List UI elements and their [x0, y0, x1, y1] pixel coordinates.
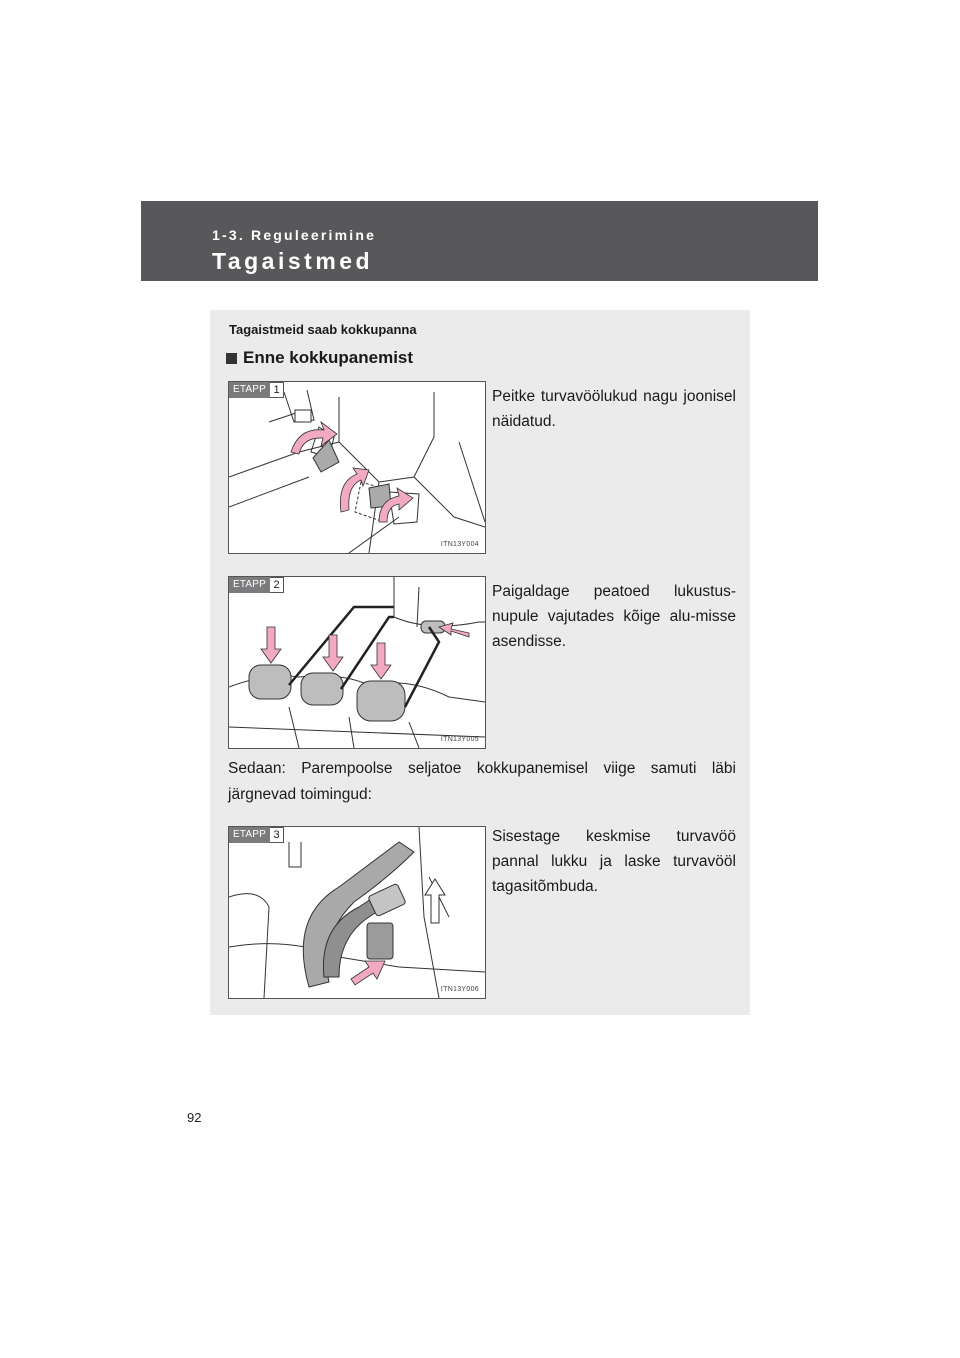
- figure-code: ITN13Y005: [440, 736, 479, 743]
- content-panel: [210, 310, 750, 1015]
- figure-code: ITN13Y006: [440, 986, 479, 993]
- subheading-text: Enne kokkupanemist: [243, 348, 414, 367]
- figure-step-2: [228, 576, 486, 749]
- section-label: 1-3. Reguleerimine: [212, 227, 377, 243]
- figure-step-1: [228, 381, 486, 554]
- step-badge-number: 2: [270, 577, 284, 593]
- center-belt-illustration: [229, 827, 485, 998]
- page-number: 92: [187, 1110, 202, 1125]
- step-badge-label: ETAPP: [229, 382, 270, 398]
- step-badge-number: 1: [270, 382, 284, 398]
- intro-text: Tagaistmeid saab kokkupanna: [229, 322, 417, 337]
- figure-code: ITN13Y004: [440, 541, 479, 548]
- step-badge: [229, 827, 284, 843]
- step-badge: [229, 382, 284, 398]
- header-band: [141, 201, 818, 281]
- figure-step-3: [228, 826, 486, 999]
- subheading: [226, 348, 413, 368]
- step-badge: [229, 577, 284, 593]
- step-1-text: Peitke turvavöölukud nagu joonisel näidatud.: [492, 388, 736, 430]
- step-badge-label: ETAPP: [229, 827, 270, 843]
- headrest-illustration: [229, 577, 485, 748]
- seatbelt-buckle-illustration: [229, 382, 485, 553]
- step-3-text: Sisestage keskmise turvavöö pannal lukku ja laske turvavööl tagasitõmbuda.: [492, 828, 736, 895]
- step-badge-label: ETAPP: [229, 577, 270, 593]
- square-bullet-icon: [226, 353, 237, 364]
- sedan-note: Sedaan: Parempoolse seljatoe kokkupanemisel viige samuti läbi järgnevad toimingud:: [228, 760, 736, 803]
- page-title: Tagaistmed: [212, 248, 374, 274]
- step-badge-number: 3: [270, 827, 284, 843]
- step-2-text: Paigaldage peatoed lukustus-nupule vajutades kõige alu-misse asendisse.: [492, 583, 736, 650]
